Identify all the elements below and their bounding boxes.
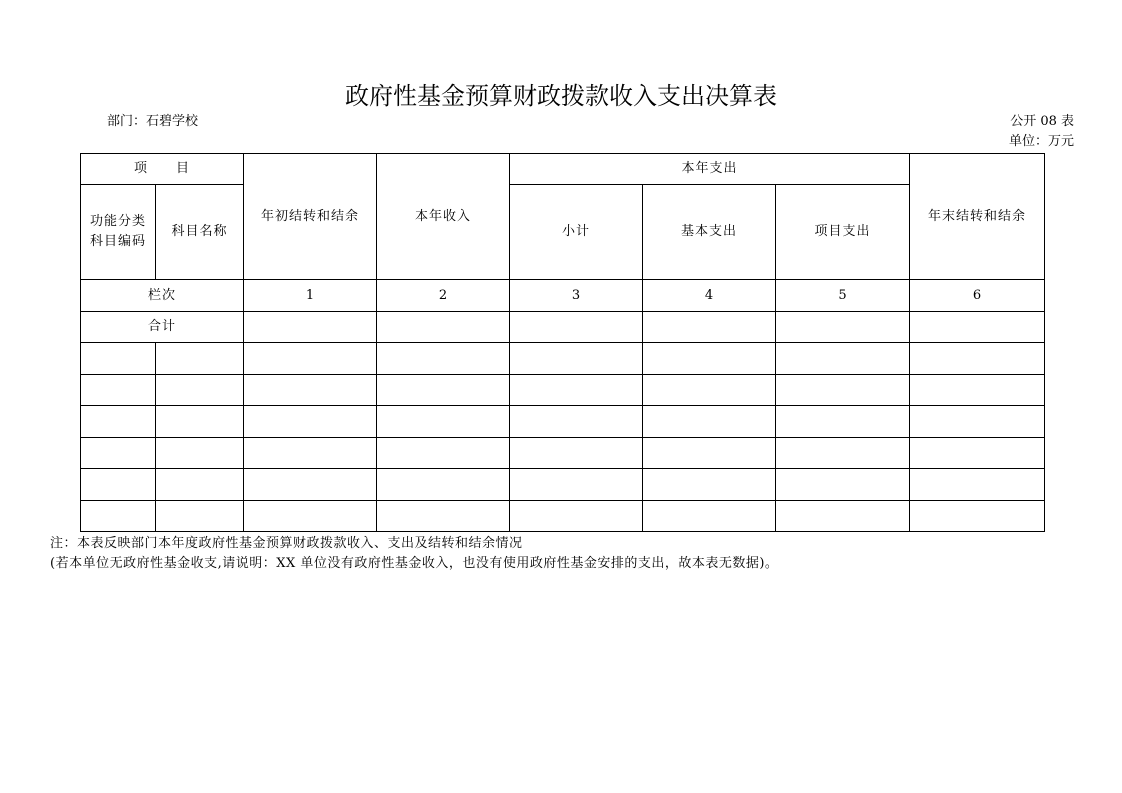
table-cell: [156, 438, 244, 469]
table-cell: [377, 343, 510, 375]
table-row: [81, 438, 1045, 469]
table-cell: [81, 406, 156, 438]
column-number: 2: [377, 280, 510, 312]
budget-table: [80, 153, 1045, 532]
table-cell: [776, 406, 910, 438]
table-row: [81, 375, 1045, 406]
table-cell: [81, 501, 156, 532]
column-number: 4: [643, 280, 776, 312]
column-number: 5: [776, 280, 910, 312]
table-cell: [910, 375, 1045, 406]
header-current-income: 本年收入: [377, 154, 510, 280]
table-cell: [510, 406, 643, 438]
table-row: [81, 406, 1045, 438]
table-cell: [776, 438, 910, 469]
header-subject-name: 科目名称: [156, 185, 244, 280]
table-cell: [81, 469, 156, 501]
table-cell: [776, 343, 910, 375]
table-cell: [910, 438, 1045, 469]
table-cell: [377, 312, 510, 343]
header-current-expense: 本年支出: [510, 154, 910, 185]
table-cell: [643, 375, 776, 406]
table-cell: [156, 375, 244, 406]
table-cell: [643, 312, 776, 343]
form-number: 公开 08 表: [1010, 114, 1074, 129]
table-cell: [244, 469, 377, 501]
table-cell: [377, 438, 510, 469]
footnote-line-2: (若本单位无政府性基金收支,请说明：XX 单位没有政府性基金收入，也没有使用政府性基金安排的支出，故本表无数据)。: [50, 556, 779, 571]
table-cell: [156, 501, 244, 532]
table-cell: [81, 375, 156, 406]
table-cell: [643, 438, 776, 469]
header-beginning-balance: 年初结转和结余: [244, 154, 377, 280]
table-cell: [81, 438, 156, 469]
table-cell: [377, 469, 510, 501]
table-cell: [776, 469, 910, 501]
table-cell: [510, 312, 643, 343]
table-cell: [910, 343, 1045, 375]
table-cell: [643, 406, 776, 438]
table-row: [81, 469, 1045, 501]
header-basic-expense: 基本支出: [643, 185, 776, 280]
table-cell: [910, 312, 1045, 343]
table-cell: [156, 406, 244, 438]
column-number: 6: [910, 280, 1045, 312]
header-func-code: [81, 185, 156, 280]
table-cell: [244, 375, 377, 406]
column-number: 3: [510, 280, 643, 312]
table-cell: [510, 438, 643, 469]
table-cell: [510, 469, 643, 501]
table-cell: [377, 406, 510, 438]
table-cell: [643, 501, 776, 532]
table-cell: [244, 501, 377, 532]
table-cell: [244, 343, 377, 375]
page-title: 政府性基金预算财政拨款收入支出决算表: [345, 82, 777, 110]
table-cell: [776, 501, 910, 532]
footnote-line-1: 注：本表反映部门本年度政府性基金预算财政拨款收入、支出及结转和结余情况: [50, 536, 523, 551]
header-ending-balance: 年末结转和结余: [910, 154, 1045, 280]
table-row: [81, 343, 1045, 375]
header-subtotal: 小计: [510, 185, 643, 280]
table-cell: [776, 312, 910, 343]
table-cell: [910, 501, 1045, 532]
table-cell: [643, 343, 776, 375]
table-cell: [910, 469, 1045, 501]
header-func-code-line2: 科目编码: [89, 234, 146, 249]
table-cell: [244, 312, 377, 343]
table-cell: [643, 469, 776, 501]
table-cell: [81, 343, 156, 375]
table-cell: [156, 343, 244, 375]
table-cell: [377, 501, 510, 532]
table-cell: [156, 469, 244, 501]
table-cell: [910, 406, 1045, 438]
header-project-expense: 项目支出: [776, 185, 910, 280]
table-cell: [244, 438, 377, 469]
table-cell: [510, 375, 643, 406]
table-cell: [377, 375, 510, 406]
column-label: 栏次: [81, 280, 244, 312]
table-cell: [510, 501, 643, 532]
table-cell: [244, 406, 377, 438]
table-row: [81, 501, 1045, 532]
header-func-code-line1: 功能分类: [89, 214, 146, 229]
total-label: 合计: [81, 312, 244, 343]
table-cell: [510, 343, 643, 375]
department-label: 部门：石碧学校: [107, 114, 199, 129]
header-item: 项 目: [81, 154, 244, 185]
table-cell: [776, 375, 910, 406]
unit-label: 单位：万元: [1008, 134, 1074, 149]
column-number: 1: [244, 280, 377, 312]
